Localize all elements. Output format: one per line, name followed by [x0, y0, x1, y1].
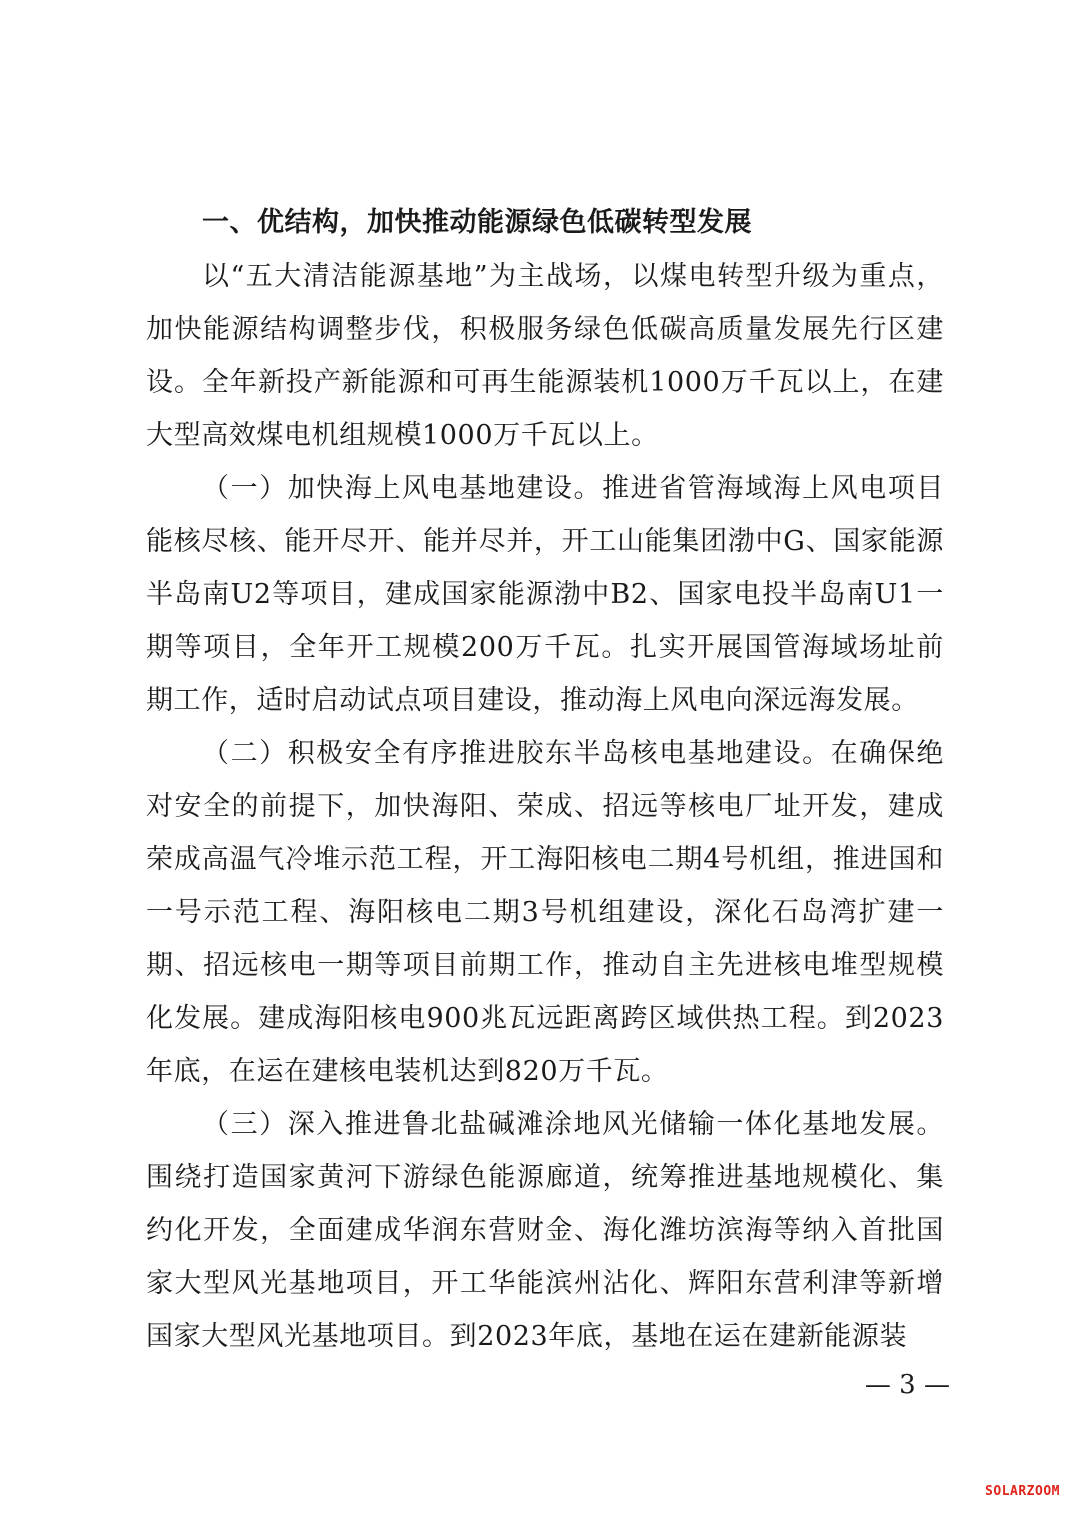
section-heading: 一、优结构，加快推动能源绿色低碳转型发展 — [202, 207, 752, 238]
item-body-3: 围绕打造国家黄河下游绿色能源廊道，统筹推进基地规模化、集约化开发，全面建成华润东营财金、海化潍坊滨海等纳入首批国家大型风光基地项目，开工华能滨州沾化、辉阳东营利津等新增国家大型风光基地项目。到2023年底，基地在运在建新能源装 — [146, 1162, 944, 1352]
page-number: — 3 — — [864, 1370, 950, 1400]
intro-paragraph: 以“五大清洁能源基地”为主战场，以煤电转型升级为重点，加快能源结构调整步伐，积极服务绿色低碳高质量发展先行区建设。全年新投产新能源和可再生能源装机1000万千瓦以上，在建大型高效煤电机组规模1000万千瓦以上。 — [146, 261, 944, 451]
item-paragraph-2 — [146, 727, 944, 1098]
item-body-2: 在确保绝对安全的前提下，加快海阳、荣成、招远等核电厂址开发，建成荣成高温气冷堆示范工程，开工海阳核电二期4号机组，推进国和一号示范工程、海阳核电二期3号机组建设，深化石岛湾扩建一期、招远核电一期等项目前期工作，推动自主先进核电堆型规模化发展。建成海阳核电900兆瓦远距离跨区域供热工程。到2023年底，在运在建核电装机达到820万千瓦。 — [146, 738, 944, 1087]
item-paragraph-3 — [146, 1098, 944, 1363]
item-body-1: 推进省管海域海上风电项目能核尽核、能开尽开、能并尽并，开工山能集团渤中G、国家能源半岛南U2等项目，建成国家能源渤中B2、国家电投半岛南U1一期等项目，全年开工规模200万千瓦。扎实开展国管海域场址前期工作，适时启动试点项目建设，推动海上风电向深远海发展。 — [146, 473, 944, 716]
item-paragraph-1 — [146, 462, 944, 727]
item-lead-3: （三）深入推进鲁北盐碱滩涂地风光储输一体化基地发展。 — [202, 1109, 944, 1140]
item-lead-2: （二）积极安全有序推进胶东半岛核电基地建设。 — [202, 738, 831, 769]
item-lead-1: （一）加快海上风电基地建设。 — [202, 473, 603, 504]
document-body — [146, 196, 944, 1363]
watermark-logo: SOLARZOOM — [985, 1484, 1060, 1499]
